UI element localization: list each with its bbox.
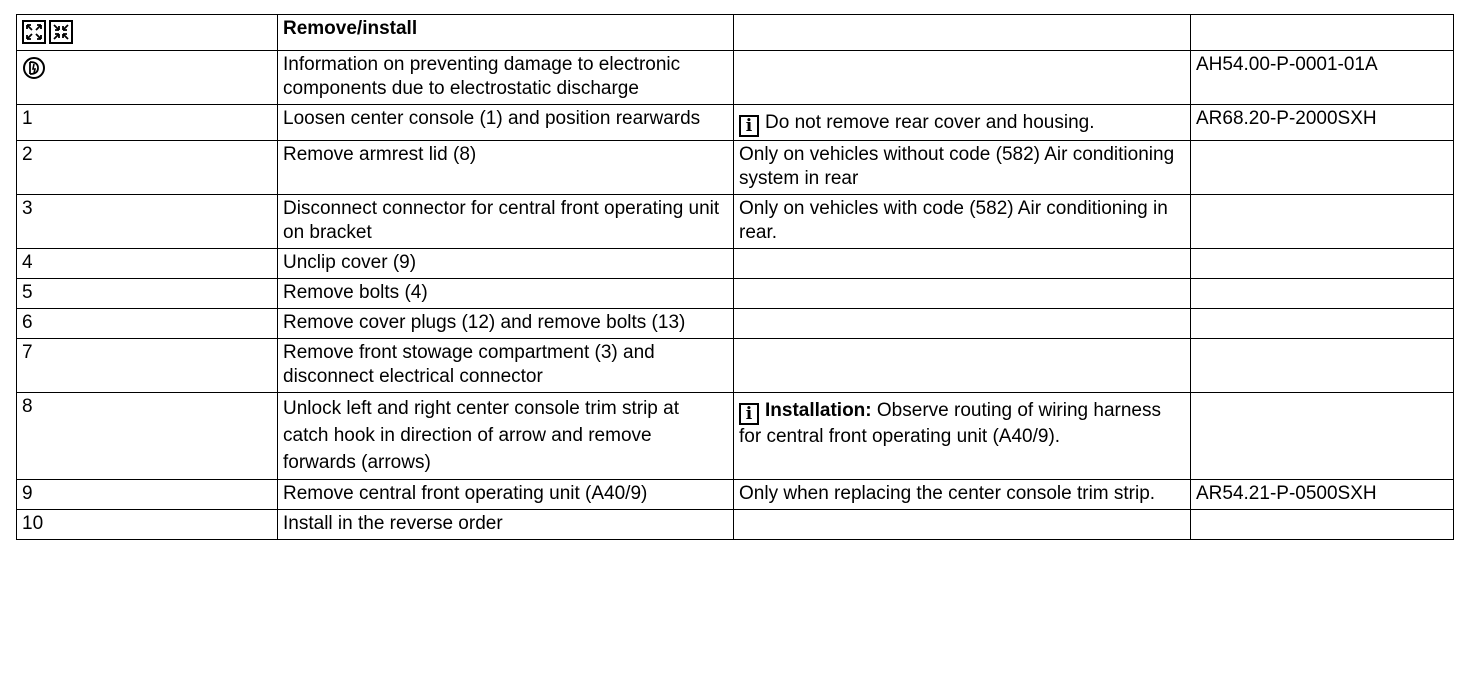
step-number: 4 — [17, 249, 278, 279]
header-icons-cell — [17, 15, 278, 51]
step-note: Only on vehicles without code (582) Air conditioning system in rear — [734, 141, 1191, 195]
step-number: 5 — [17, 279, 278, 309]
step-note — [734, 249, 1191, 279]
step-number: 8 — [17, 393, 278, 480]
step-action: Unclip cover (9) — [278, 249, 734, 279]
procedure-table — [16, 14, 1454, 540]
step-action: Loosen center console (1) and position rearwards — [278, 105, 734, 141]
step-action: Remove front stowage compartment (3) and disconnect electrical connector — [278, 339, 734, 393]
step-number: 7 — [17, 339, 278, 393]
step-reference-link[interactable] — [1191, 279, 1454, 309]
table-row — [17, 393, 1454, 480]
page-title: Remove/install — [278, 15, 734, 51]
esd-row — [17, 51, 1454, 105]
step-note — [734, 339, 1191, 393]
step-reference-link[interactable]: AR54.21-P-0500SXH — [1191, 480, 1454, 510]
step-reference-link[interactable] — [1191, 249, 1454, 279]
step-number: 10 — [17, 510, 278, 540]
step-action: Install in the reverse order — [278, 510, 734, 540]
step-note-text: Observe routing of wiring harness for central front operating unit (A40/9). — [739, 400, 1161, 447]
table-row — [17, 249, 1454, 279]
table-row — [17, 339, 1454, 393]
step-number: 6 — [17, 309, 278, 339]
step-action: Unlock left and right center console trim strip at catch hook in direction of arrow and remove forwards (arrows) — [278, 393, 734, 480]
step-reference-link[interactable] — [1191, 309, 1454, 339]
esd-note-cell — [734, 51, 1191, 105]
table-row — [17, 105, 1454, 141]
installation-label: Installation: — [765, 400, 872, 421]
esd-warning-icon — [22, 56, 46, 80]
step-note: Only on vehicles with code (582) Air conditioning in rear. — [734, 195, 1191, 249]
info-icon: i — [739, 403, 759, 425]
table-row — [17, 480, 1454, 510]
step-reference-link[interactable] — [1191, 195, 1454, 249]
table-row — [17, 279, 1454, 309]
table-row — [17, 141, 1454, 195]
table-row — [17, 510, 1454, 540]
header-empty-cell — [1191, 15, 1454, 51]
step-reference-link[interactable]: AR68.20-P-2000SXH — [1191, 105, 1454, 141]
info-icon: i — [739, 115, 759, 137]
step-reference-link[interactable] — [1191, 141, 1454, 195]
header-empty-cell — [734, 15, 1191, 51]
step-note: Only when replacing the center console trim strip. — [734, 480, 1191, 510]
step-action: Disconnect connector for central front operating unit on bracket — [278, 195, 734, 249]
step-reference-link[interactable] — [1191, 510, 1454, 540]
step-note — [734, 393, 1191, 480]
esd-reference-link[interactable]: AH54.00-P-0001-01A — [1191, 51, 1454, 105]
step-note — [734, 279, 1191, 309]
esd-icon-cell — [17, 51, 278, 105]
step-number: 2 — [17, 141, 278, 195]
step-number: 3 — [17, 195, 278, 249]
step-action: Remove cover plugs (12) and remove bolts (13) — [278, 309, 734, 339]
expand-icon[interactable] — [22, 20, 46, 44]
step-reference-link[interactable] — [1191, 393, 1454, 480]
header-row — [17, 15, 1454, 51]
esd-info-text: Information on preventing damage to electronic components due to electrostatic discharge — [278, 51, 734, 105]
step-reference-link[interactable] — [1191, 339, 1454, 393]
step-number: 1 — [17, 105, 278, 141]
step-note — [734, 309, 1191, 339]
table-row — [17, 309, 1454, 339]
collapse-icon[interactable] — [49, 20, 73, 44]
step-action: Remove bolts (4) — [278, 279, 734, 309]
step-action: Remove central front operating unit (A40/9) — [278, 480, 734, 510]
table-row — [17, 195, 1454, 249]
step-note — [734, 510, 1191, 540]
step-number: 9 — [17, 480, 278, 510]
step-note — [734, 105, 1191, 141]
step-note-text: Do not remove rear cover and housing. — [765, 112, 1095, 133]
step-action: Remove armrest lid (8) — [278, 141, 734, 195]
